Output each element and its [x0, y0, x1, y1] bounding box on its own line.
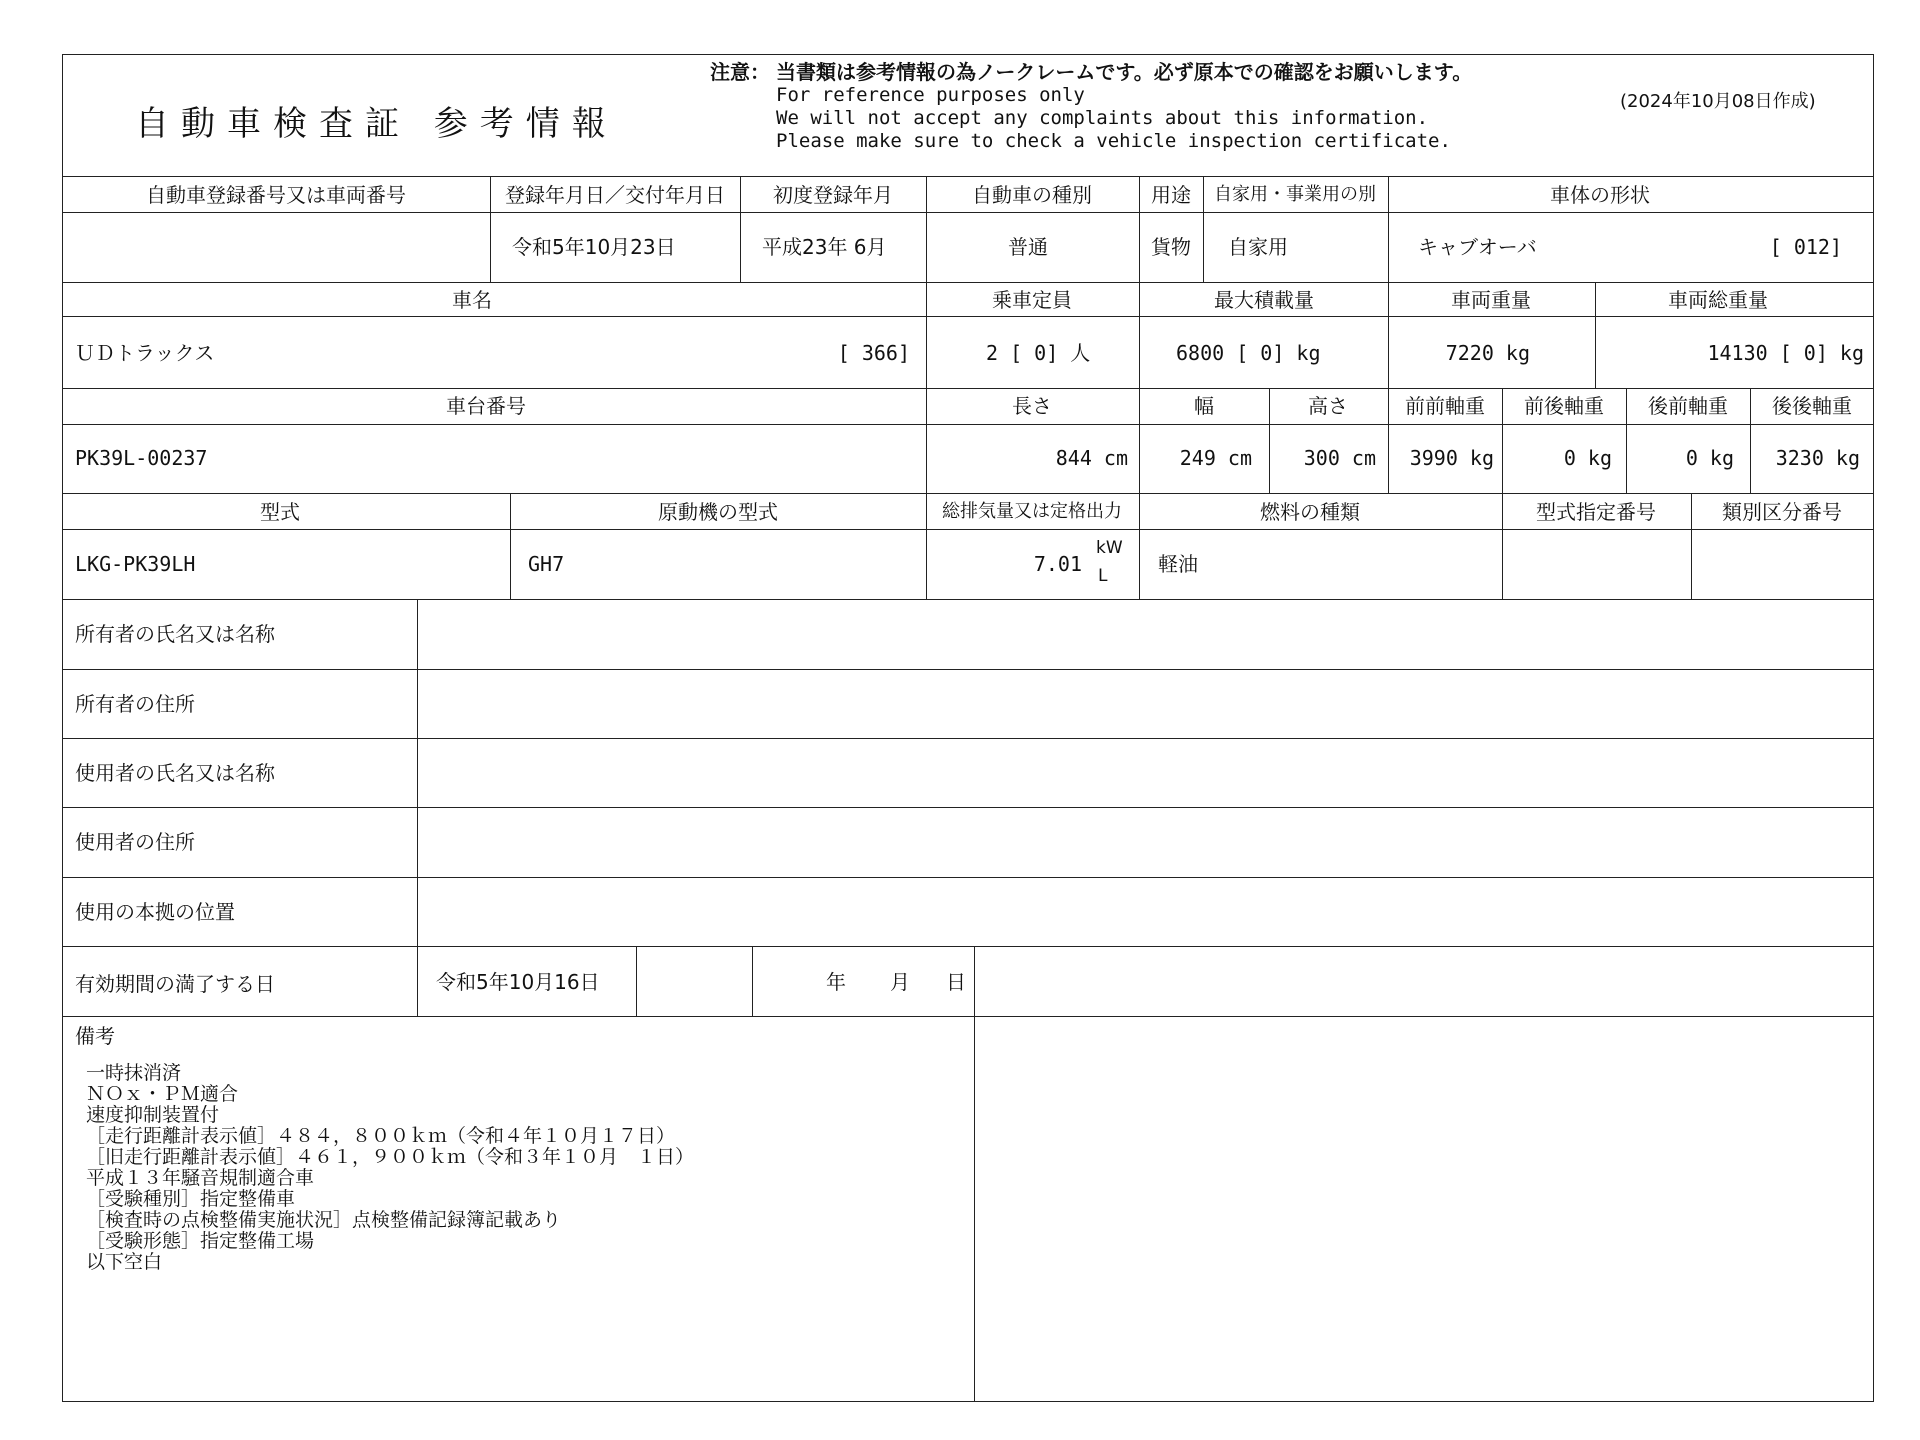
label-gross-weight: 車両総重量 — [1668, 288, 1768, 312]
value-use: 貨物 — [1151, 235, 1191, 259]
value-engine-model: GH7 — [528, 552, 565, 576]
value-model: LKG-PK39LH — [75, 552, 196, 576]
grid-line — [740, 176, 741, 282]
grid-line — [926, 176, 927, 282]
label-expiry-date: 有効期間の満了する日 — [75, 972, 275, 996]
grid-line — [1626, 388, 1627, 493]
label-max-load: 最大積載量 — [1214, 288, 1314, 312]
value-max-load: 6800 [ 0] kg — [1176, 341, 1321, 365]
grid-line — [490, 176, 491, 282]
notice-english-3: Please make sure to check a vehicle inspection certificate. — [776, 130, 1451, 152]
document-title: 自動車検査証 参考情報 — [135, 104, 618, 144]
label-private-business: 自家用・事業用の別 — [1214, 184, 1376, 205]
grid-line — [62, 388, 1874, 389]
remark-line: 平成１３年騒音規制適合車 — [86, 1167, 315, 1189]
grid-line — [62, 669, 1874, 670]
notice-label: 注意： — [710, 60, 770, 84]
value-passenger-capacity: 2 [ 0] 人 — [986, 341, 1091, 365]
label-user-address: 使用者の住所 — [75, 830, 195, 854]
grid-line — [62, 599, 1874, 600]
label-engine-model: 原動機の型式 — [658, 500, 778, 524]
remark-line: 一時抹消済 — [86, 1062, 182, 1084]
expiry-month-label: 月 — [890, 970, 910, 994]
grid-line — [1269, 388, 1270, 493]
grid-line — [1388, 388, 1389, 493]
grid-line — [1750, 388, 1751, 493]
grid-line — [1388, 282, 1389, 388]
grid-line — [1139, 282, 1140, 388]
value-body-code: [ 012] — [1769, 235, 1842, 259]
grid-line — [926, 282, 927, 388]
label-vehicle-kind: 自動車の種別 — [972, 183, 1092, 207]
grid-line — [62, 1016, 1874, 1017]
remark-line: ＮＯｘ・ＰＭ適合 — [86, 1083, 239, 1105]
value-registration-date: 令和5年10月23日 — [512, 235, 676, 259]
remark-line: ［検査時の点検整備実施状況］点検整備記録簿記載あり — [86, 1209, 562, 1231]
grid-line — [1388, 176, 1389, 282]
value-fuel-type: 軽油 — [1158, 552, 1198, 576]
grid-line — [62, 877, 1874, 878]
grid-line — [62, 493, 1874, 494]
grid-line — [1139, 388, 1140, 493]
label-front-front-axle: 前前軸重 — [1405, 394, 1485, 418]
grid-line — [926, 493, 927, 599]
expiry-day-label: 日 — [946, 970, 966, 994]
value-displacement: 7.01 — [1033, 552, 1082, 576]
value-vehicle-name: ＵＤトラックス — [75, 341, 215, 365]
remark-line: 以下空白 — [86, 1251, 163, 1273]
value-length: 844 cm — [1055, 446, 1128, 470]
label-model: 型式 — [260, 500, 300, 524]
label-category-number: 類別区分番号 — [1722, 500, 1842, 524]
label-remarks: 備考 — [75, 1024, 115, 1048]
grid-line — [636, 946, 637, 1016]
label-registration-date: 登録年月日／交付年月日 — [505, 183, 725, 207]
value-first-registration: 平成23年 6月 — [762, 235, 887, 259]
remark-line: ［走行距離計表示値］４８４，８００ｋｍ（令和４年１０月１７日） — [86, 1125, 676, 1147]
label-type-approval-number: 型式指定番号 — [1536, 500, 1656, 524]
label-vehicle-name: 車名 — [452, 288, 492, 312]
label-owner-name: 所有者の氏名又は名称 — [75, 622, 275, 646]
value-unit-l: L — [1098, 566, 1108, 586]
notice-japanese: 当書類は参考情報の為ノークレームです。必ず原本での確認をお願いします。 — [776, 60, 1473, 84]
grid-line — [62, 316, 1874, 317]
label-length: 長さ — [1012, 394, 1052, 418]
label-first-registration: 初度登録年月 — [773, 183, 893, 207]
grid-line — [1595, 282, 1596, 388]
created-date: (2024年10月08日作成) — [1620, 91, 1816, 112]
value-height: 300 cm — [1303, 446, 1376, 470]
value-unit-kw: kW — [1096, 538, 1123, 558]
notice-english-1: For reference purposes only — [776, 84, 1085, 106]
label-registration-number: 自動車登録番号又は車両番号 — [146, 183, 406, 207]
value-body-shape: キャブオーバ — [1418, 235, 1537, 259]
label-user-name: 使用者の氏名又は名称 — [75, 761, 275, 785]
grid-line — [62, 282, 1874, 283]
label-body-shape: 車体の形状 — [1550, 183, 1650, 207]
label-chassis-number: 車台番号 — [446, 394, 526, 418]
value-rear-front-axle: 0 kg — [1685, 446, 1734, 470]
value-chassis-number: PK39L-00237 — [75, 446, 208, 470]
notice-english-2: We will not accept any complaints about this information. — [776, 107, 1429, 129]
value-vehicle-name-code: [ 366] — [837, 341, 910, 365]
label-base-location: 使用の本拠の位置 — [75, 900, 235, 924]
value-expiry-date: 令和5年10月16日 — [436, 970, 600, 994]
grid-line — [510, 493, 511, 599]
grid-line — [1203, 176, 1204, 282]
label-fuel-type: 燃料の種類 — [1260, 500, 1360, 524]
label-owner-address: 所有者の住所 — [75, 692, 195, 716]
label-vehicle-weight: 車両重量 — [1451, 288, 1531, 312]
grid-line — [1139, 493, 1140, 599]
label-rear-front-axle: 後前軸重 — [1648, 394, 1728, 418]
value-front-rear-axle: 0 kg — [1563, 446, 1612, 470]
remark-line: ［受験種別］指定整備車 — [86, 1188, 296, 1210]
label-width: 幅 — [1194, 394, 1214, 418]
grid-line — [417, 599, 418, 1016]
grid-line — [62, 529, 1874, 530]
grid-line — [1691, 493, 1692, 599]
grid-line — [62, 738, 1874, 739]
value-front-front-axle: 3990 kg — [1409, 446, 1494, 470]
grid-line — [974, 946, 975, 1402]
grid-line — [62, 176, 1874, 177]
grid-line — [62, 212, 1874, 213]
value-private-business: 自家用 — [1228, 235, 1288, 259]
label-front-rear-axle: 前後軸重 — [1524, 394, 1604, 418]
label-displacement: 総排気量又は定格出力 — [942, 501, 1122, 522]
grid-line — [62, 807, 1874, 808]
value-vehicle-weight: 7220 kg — [1445, 341, 1530, 365]
value-gross-weight: 14130 [ 0] kg — [1707, 341, 1864, 365]
value-rear-rear-axle: 3230 kg — [1775, 446, 1860, 470]
grid-line — [1139, 176, 1140, 282]
grid-line — [926, 388, 927, 493]
remark-line: 速度抑制装置付 — [86, 1104, 220, 1126]
label-passenger-capacity: 乗車定員 — [992, 288, 1072, 312]
remarks-list — [86, 1063, 694, 1273]
label-height: 高さ — [1308, 394, 1348, 418]
value-vehicle-kind: 普通 — [1008, 235, 1048, 259]
grid-line — [752, 946, 753, 1016]
grid-line — [1502, 388, 1503, 493]
label-use: 用途 — [1151, 183, 1191, 207]
expiry-year-label: 年 — [826, 970, 846, 994]
grid-line — [62, 424, 1874, 425]
grid-line — [1502, 493, 1503, 599]
value-width: 249 cm — [1179, 446, 1252, 470]
remark-line: ［受験形態］指定整備工場 — [86, 1230, 315, 1252]
grid-line — [62, 946, 1874, 947]
remark-line: ［旧走行距離計表示値］４６１，９００ｋｍ（令和３年１０月 １日） — [86, 1146, 695, 1168]
label-rear-rear-axle: 後後軸重 — [1772, 394, 1852, 418]
